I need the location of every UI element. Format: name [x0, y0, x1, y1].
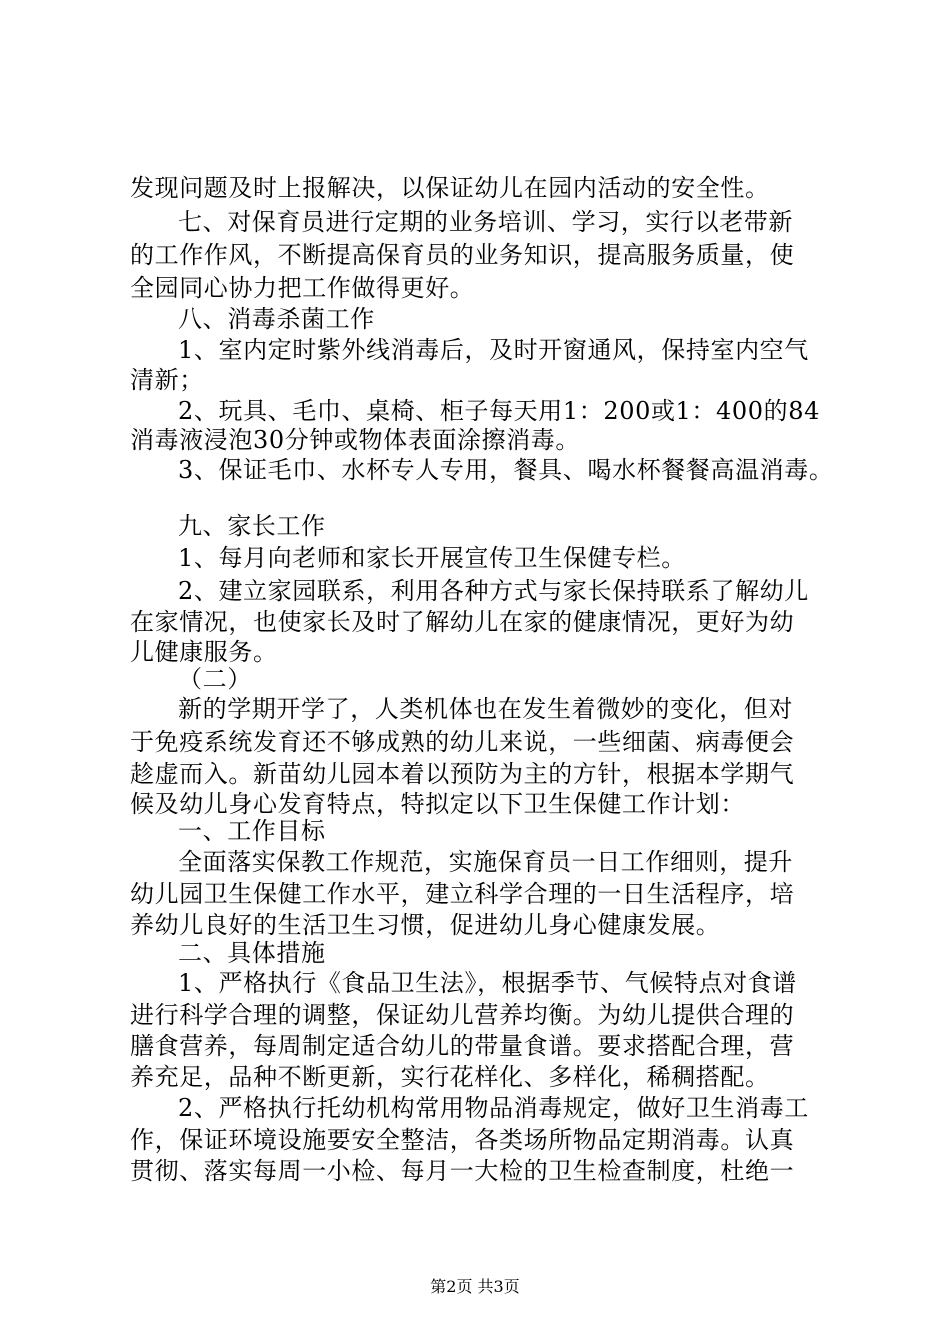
text-line: 作，保证环境设施要安全整洁，各类场所物品定期消毒。认真 [130, 1126, 795, 1154]
text-line: 清新； [130, 366, 204, 394]
text-line: 进行科学合理的调整，保证幼儿营养均衡。为幼儿提供合理的 [130, 1001, 795, 1029]
text-line: 1、严格执行《食品卫生法》，根据季节、气候特点对食谱 [178, 969, 797, 997]
text-line: 全园同心协力把工作做得更好。 [130, 274, 475, 302]
text-line: 幼儿园卫生保健工作水平，建立科学合理的一日生活程序，培 [130, 880, 795, 908]
text-line: 2、玩具、毛巾、桌椅、柜子每天用1：200或1：400的84 [178, 397, 820, 425]
text-line: 消毒液浸泡30分钟或物体表面涂擦消毒。 [130, 426, 580, 454]
text-line: 养幼儿良好的生活卫生习惯，促进幼儿身心健康发展。 [130, 911, 721, 939]
text-line: 的工作作风，不断提高保育员的业务知识，提高服务质量，使 [130, 241, 795, 269]
text-line: 发现问题及时上报解决，以保证幼儿在园内活动的安全性。 [130, 174, 770, 202]
text-line: 1、室内定时紫外线消毒后，及时开窗通风，保持室内空气 [178, 336, 809, 364]
text-line: 在家情况，也使家长及时了解幼儿在家的健康情况，更好为幼 [130, 608, 795, 636]
text-line: 2、建立家园联系，利用各种方式与家长保持联系了解幼儿 [178, 577, 809, 605]
section-heading: 一、工作目标 [178, 817, 326, 845]
section-heading: 二、具体措施 [178, 939, 326, 967]
text-line: 儿健康服务。 [130, 638, 278, 666]
text-line: 2、严格执行托幼机构常用物品消毒规定，做好卫生消毒工 [178, 1094, 809, 1122]
text-line: 养充足，品种不断更新，实行花样化、多样化，稀稠搭配。 [130, 1063, 770, 1091]
text-line: 趁虚而入。新苗幼儿园本着以预防为主的方针，根据本学期气 [130, 760, 795, 788]
text-line: 贯彻、落实每周一小检、每月一大检的卫生检查制度，杜绝一 [130, 1157, 795, 1185]
text-line: 膳食营养，每周制定适合幼儿的带量食谱。要求搭配合理，营 [130, 1032, 795, 1060]
text-line: 全面落实保教工作规范，实施保育员一日工作细则，提升 [178, 848, 793, 876]
text-line: 候及幼儿身心发育特点，特拟定以下卫生保健工作计划： [130, 790, 745, 818]
text-line: 新的学期开学了，人类机体也在发生着微妙的变化，但对 [178, 695, 793, 723]
section-heading: （二） [178, 665, 252, 693]
section-heading: 八、消毒杀菌工作 [178, 305, 375, 333]
text-line: 七、对保育员进行定期的业务培训、学习，实行以老带新 [178, 208, 793, 236]
text-line: 3、保证毛巾、水杯专人专用，餐具、喝水杯餐餐高温消毒。 [178, 456, 834, 484]
text-line: 1、每月向老师和家长开展宣传卫生保健专栏。 [178, 544, 686, 572]
section-heading: 九、家长工作 [178, 512, 326, 540]
page-footer: 第2页 共3页 [430, 1277, 520, 1296]
text-line: 于免疫系统发育还不够成熟的幼儿来说，一些细菌、病毒便会 [130, 728, 795, 756]
